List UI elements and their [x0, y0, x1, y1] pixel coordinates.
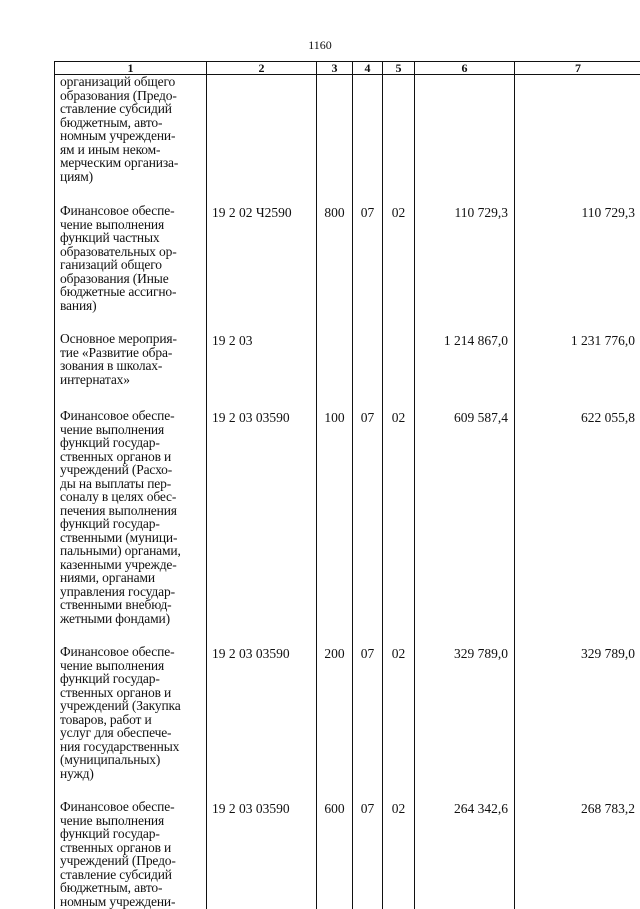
- column-header-5: 5: [383, 62, 415, 75]
- spacer-cell: [55, 625, 207, 645]
- description-line: организаций общего: [60, 75, 204, 89]
- spacer-cell: [55, 780, 207, 800]
- amount-col7-cell: 110 729,3: [515, 204, 640, 312]
- spacer-cell: [383, 780, 415, 800]
- spacer-cell: [353, 625, 383, 645]
- subsection-cell: 02: [383, 204, 415, 312]
- table-header-row: [55, 62, 640, 75]
- spacer-cell: [55, 312, 207, 332]
- description-line: чение выполнения: [60, 423, 204, 437]
- spacer-cell: [383, 389, 415, 409]
- budget-table: [54, 61, 640, 909]
- description-line: интернатах»: [60, 373, 204, 387]
- spacer-cell: [415, 312, 515, 332]
- amount-col6-cell: 1 214 867,0: [415, 332, 515, 389]
- description-line: ям и иным неком-: [60, 143, 204, 157]
- description-line: бюджетные ассигно-: [60, 285, 204, 299]
- description-line: ганизаций общего: [60, 258, 204, 272]
- description-line: ственных органов и: [60, 841, 204, 855]
- amount-col7-cell: 622 055,8: [515, 409, 640, 625]
- table-row: [55, 645, 640, 780]
- description-line: вания): [60, 299, 204, 313]
- description-line: Финансовое обеспе-: [60, 645, 204, 659]
- spacer-cell: [317, 625, 353, 645]
- column-header-6: 6: [415, 62, 515, 75]
- description-line: Финансовое обеспе-: [60, 204, 204, 218]
- amount-col6-cell: 264 342,6: [415, 800, 515, 909]
- section-cell: 07: [353, 645, 383, 780]
- amount-col7-cell: 329 789,0: [515, 645, 640, 780]
- description-line: учреждений (Предо-: [60, 854, 204, 868]
- description-line: бюджетным, авто-: [60, 881, 204, 895]
- spacer-cell: [207, 780, 317, 800]
- row-spacer: [55, 312, 640, 332]
- spacer-cell: [415, 389, 515, 409]
- description-cell: [55, 75, 207, 185]
- description-line: функций государ-: [60, 827, 204, 841]
- description-line: функций частных: [60, 231, 204, 245]
- amount-col6-cell: 329 789,0: [415, 645, 515, 780]
- description-line: товаров, работ и: [60, 713, 204, 727]
- subsection-cell: 02: [383, 645, 415, 780]
- column-header-1: 1: [55, 62, 207, 75]
- subsection-cell: [383, 332, 415, 389]
- spacer-cell: [353, 780, 383, 800]
- row-spacer: [55, 625, 640, 645]
- row-spacer: [55, 389, 640, 409]
- description-line: соналу в целях обес-: [60, 490, 204, 504]
- spacer-cell: [515, 312, 640, 332]
- amount-col6-cell: 609 587,4: [415, 409, 515, 625]
- spacer-cell: [515, 625, 640, 645]
- spacer-cell: [55, 184, 207, 204]
- amount-col7-cell: [515, 75, 640, 185]
- description-line: Основное мероприя-: [60, 332, 204, 346]
- description-line: ственных органов и: [60, 686, 204, 700]
- spacer-cell: [207, 625, 317, 645]
- description-line: тие «Развитие обра-: [60, 346, 204, 360]
- spacer-cell: [55, 389, 207, 409]
- description-cell: [55, 332, 207, 389]
- column-header-4: 4: [353, 62, 383, 75]
- description-line: ственных органов и: [60, 450, 204, 464]
- description-line: чение выполнения: [60, 659, 204, 673]
- description-line: ственными (муници-: [60, 531, 204, 545]
- spacer-cell: [353, 389, 383, 409]
- description-line: учреждений (Расхо-: [60, 463, 204, 477]
- column-header-7: 7: [515, 62, 640, 75]
- description-line: зования в школах-: [60, 359, 204, 373]
- spacer-cell: [415, 184, 515, 204]
- code-cell: 19 2 02 Ч2590: [207, 204, 317, 312]
- description-line: ственными внебюд-: [60, 598, 204, 612]
- expense-type-cell: 800: [317, 204, 353, 312]
- spacer-cell: [415, 780, 515, 800]
- code-cell: 19 2 03 03590: [207, 800, 317, 909]
- spacer-cell: [353, 312, 383, 332]
- column-header-2: 2: [207, 62, 317, 75]
- description-line: печения выполнения: [60, 504, 204, 518]
- description-line: казенными учрежде-: [60, 558, 204, 572]
- table-row: [55, 409, 640, 625]
- row-spacer: [55, 780, 640, 800]
- description-line: нужд): [60, 767, 204, 781]
- description-line: функций государ-: [60, 436, 204, 450]
- code-cell: 19 2 03: [207, 332, 317, 389]
- description-line: функций государ-: [60, 517, 204, 531]
- description-line: пальными) органами,: [60, 544, 204, 558]
- spacer-cell: [207, 184, 317, 204]
- description-line: мерческим организа-: [60, 156, 204, 170]
- description-line: жетными фондами): [60, 612, 204, 626]
- section-cell: [353, 332, 383, 389]
- amount-col7-cell: 1 231 776,0: [515, 332, 640, 389]
- expense-type-cell: 200: [317, 645, 353, 780]
- spacer-cell: [515, 780, 640, 800]
- description-cell: [55, 800, 207, 909]
- subsection-cell: 02: [383, 800, 415, 909]
- table-row: [55, 800, 640, 909]
- spacer-cell: [353, 184, 383, 204]
- description-line: управления государ-: [60, 585, 204, 599]
- amount-col7-cell: 268 783,2: [515, 800, 640, 909]
- description-cell: [55, 204, 207, 312]
- expense-type-cell: 100: [317, 409, 353, 625]
- description-line: образования (Иные: [60, 272, 204, 286]
- table-row: [55, 332, 640, 389]
- description-line: номным учреждени-: [60, 129, 204, 143]
- code-cell: 19 2 03 03590: [207, 409, 317, 625]
- description-line: чение выполнения: [60, 218, 204, 232]
- row-spacer: [55, 184, 640, 204]
- description-line: номным учреждени-: [60, 895, 204, 909]
- spacer-cell: [415, 625, 515, 645]
- description-line: функций государ-: [60, 672, 204, 686]
- column-header-3: 3: [317, 62, 353, 75]
- subsection-cell: [383, 75, 415, 185]
- description-line: ния государственных: [60, 740, 204, 754]
- expense-type-cell: [317, 75, 353, 185]
- spacer-cell: [383, 312, 415, 332]
- spacer-cell: [207, 312, 317, 332]
- description-line: ды на выплаты пер-: [60, 477, 204, 491]
- description-line: ставление субсидий: [60, 102, 204, 116]
- expense-type-cell: [317, 332, 353, 389]
- code-cell: [207, 75, 317, 185]
- spacer-cell: [317, 184, 353, 204]
- description-line: услуг для обеспече-: [60, 726, 204, 740]
- table-row: [55, 75, 640, 185]
- section-cell: 07: [353, 800, 383, 909]
- description-line: циям): [60, 170, 204, 184]
- description-line: образования (Предо-: [60, 89, 204, 103]
- spacer-cell: [383, 184, 415, 204]
- spacer-cell: [317, 780, 353, 800]
- description-line: ставление субсидий: [60, 868, 204, 882]
- description-line: образовательных ор-: [60, 245, 204, 259]
- code-cell: 19 2 03 03590: [207, 645, 317, 780]
- page-number: 1160: [0, 38, 640, 53]
- description-cell: [55, 409, 207, 625]
- spacer-cell: [207, 389, 317, 409]
- description-line: чение выполнения: [60, 814, 204, 828]
- expense-type-cell: 600: [317, 800, 353, 909]
- description-cell: [55, 645, 207, 780]
- spacer-cell: [383, 625, 415, 645]
- subsection-cell: 02: [383, 409, 415, 625]
- description-line: Финансовое обеспе-: [60, 409, 204, 423]
- section-cell: [353, 75, 383, 185]
- amount-col6-cell: [415, 75, 515, 185]
- description-line: Финансовое обеспе-: [60, 800, 204, 814]
- description-line: ниями, органами: [60, 571, 204, 585]
- table-body: [55, 75, 640, 909]
- spacer-cell: [317, 312, 353, 332]
- section-cell: 07: [353, 409, 383, 625]
- description-line: бюджетным, авто-: [60, 116, 204, 130]
- amount-col6-cell: 110 729,3: [415, 204, 515, 312]
- spacer-cell: [515, 389, 640, 409]
- table-row: [55, 204, 640, 312]
- description-line: (муниципальных): [60, 753, 204, 767]
- section-cell: 07: [353, 204, 383, 312]
- description-line: учреждений (Закупка: [60, 699, 204, 713]
- spacer-cell: [317, 389, 353, 409]
- spacer-cell: [515, 184, 640, 204]
